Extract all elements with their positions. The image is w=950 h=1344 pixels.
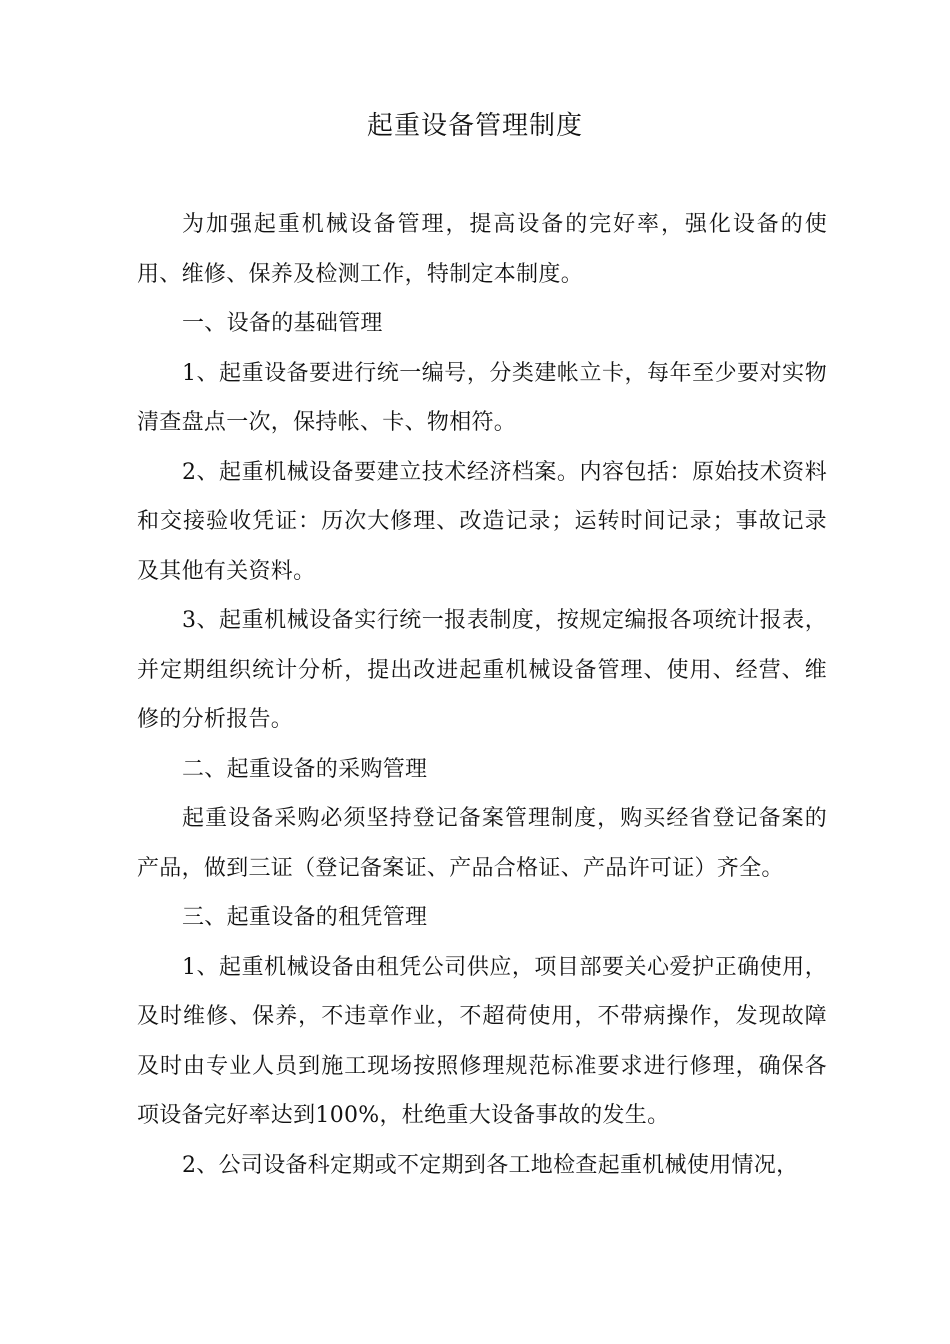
- document-body: [137, 200, 827, 1190]
- paragraph-leasing-supply: 1、起重机械设备由租凭公司供应，项目部要关心爱护正确使用，及时维修、保养，不违章作业，不超荷使用，不带病操作，发现故障及时由专业人员到施工现场按照修理规范标准要求进行修理，确保各项设备完好率达到100%，杜绝重大设备事故的发生。: [137, 954, 827, 1128]
- section-heading-procurement: 二、起重设备的采购管理: [182, 756, 428, 782]
- paragraph-numbering: 1、起重设备要进行统一编号，分类建帐立卡，每年至少要对实物清查盘点一次，保持帐、卡、物相符。: [137, 360, 827, 435]
- section-heading-basic-management: 一、设备的基础管理: [182, 311, 383, 336]
- document-title: 起重设备管理制度: [366, 111, 583, 141]
- paragraph-procurement: 起重设备采购必须坚持登记备案管理制度，购买经省登记备案的产品，做到三证（登记备案证、产品合格证、产品许可证）齐全。: [137, 806, 827, 881]
- paragraph-archives: 2、起重机械设备要建立技术经济档案。内容包括：原始技术资料和交接验收凭证：历次大修理、改造记录；运转时间记录；事故记录及其他有关资料。: [137, 459, 827, 584]
- section-heading-leasing: 三、起重设备的租凭管理: [182, 905, 428, 930]
- paragraph-reports: 3、起重机械设备实行统一报表制度，按规定编报各项统计报表，并定期组织统计分析，提出改进起重机械设备管理、使用、经营、维修的分析报告。: [137, 608, 827, 732]
- intro-paragraph: 为加强起重机械设备管理，提高设备的完好率，强化设备的使用、维修、保养及检测工作，特制定本制度。: [137, 212, 827, 287]
- paragraph-inspection: 2、公司设备科定期或不定期到各工地检查起重机械使用情况，: [182, 1152, 799, 1178]
